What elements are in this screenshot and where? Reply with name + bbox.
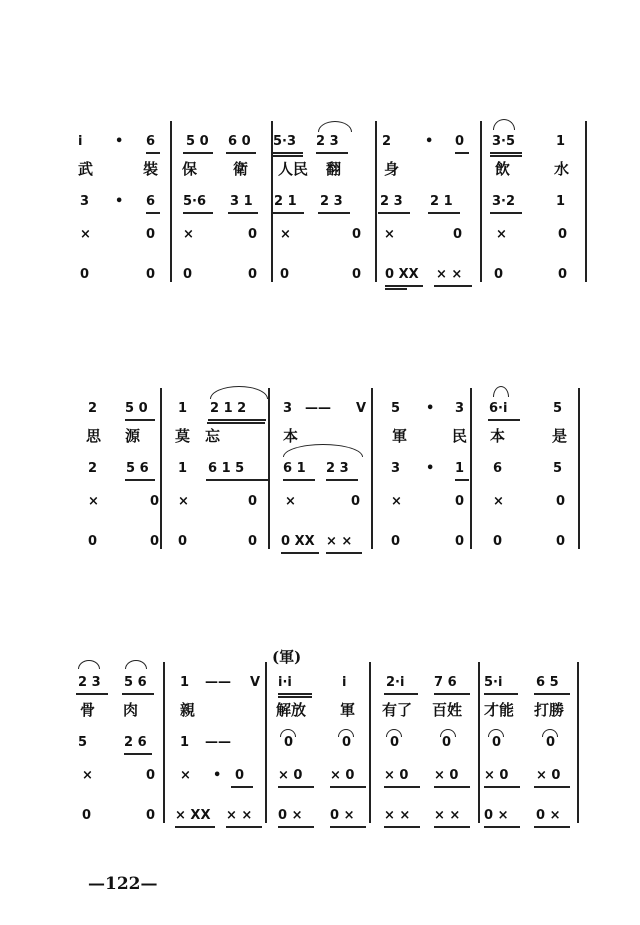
note-token: 0 × [536, 808, 561, 823]
beam-underline [330, 826, 366, 828]
beam-underline [278, 786, 314, 788]
note-token: 6 [146, 194, 156, 209]
barline [578, 388, 580, 549]
beam-underline [207, 422, 265, 424]
note-token: × [391, 494, 402, 509]
barline [585, 121, 587, 282]
note-token: × XX [175, 808, 211, 823]
note-token: × [82, 768, 93, 783]
lyric-syllable: 裝 [143, 160, 159, 178]
barline [163, 662, 165, 823]
note-token: 0 [248, 494, 258, 509]
beam-underline [183, 152, 213, 154]
note-token: 0 [493, 534, 503, 549]
note-token: 0 [146, 808, 156, 823]
lyric-syllable: 有了 [382, 701, 413, 719]
note-token: 0 [352, 267, 362, 282]
beam-underline [206, 479, 268, 481]
note-token: 0 [558, 267, 568, 282]
note-token: 5·3 [273, 134, 297, 149]
lyric-row [0, 699, 640, 721]
beam-underline [281, 552, 319, 554]
beam-underline [316, 152, 348, 154]
note-token: 3 [80, 194, 90, 209]
lyric-syllable: 飲 [495, 160, 511, 178]
note-token: 0 [546, 735, 556, 750]
note-token: 2 3 [320, 194, 343, 209]
perc-row [0, 805, 640, 827]
lyric-syllable: 才能 [484, 701, 515, 719]
perc-row [0, 491, 640, 513]
note-token: 5·6 [183, 194, 207, 209]
note-token: 0 × [330, 808, 355, 823]
note-token: 0 [391, 534, 401, 549]
barline [470, 388, 472, 549]
lyric-syllable: 翻 [326, 160, 342, 178]
beam-underline [490, 152, 522, 154]
beam-underline [484, 786, 520, 788]
lyric-syllable: 人民 [278, 160, 309, 178]
fermata-arc [488, 729, 504, 737]
beam-underline [122, 693, 154, 695]
beam-underline [273, 155, 303, 157]
note-token: 6 1 [283, 461, 306, 476]
beam-underline [384, 826, 420, 828]
lyric-syllable: 身 [384, 160, 400, 178]
note-token: 0 [150, 494, 160, 509]
beam-underline [384, 786, 420, 788]
lyric-row [0, 158, 640, 180]
note-token: × [384, 227, 395, 242]
note-token: 0 [82, 808, 92, 823]
fermata-arc [338, 729, 354, 737]
melody-row [0, 672, 640, 694]
tie-arc [493, 386, 509, 397]
note-token: × 0 [384, 768, 409, 783]
beam-underline [534, 786, 570, 788]
beam-underline [278, 826, 314, 828]
beam-underline [146, 152, 160, 154]
note-token: 5·i [484, 675, 503, 690]
beam-underline [146, 212, 160, 214]
perc-row [0, 224, 640, 246]
note-token: 5 [78, 735, 88, 750]
beam-underline [272, 212, 304, 214]
note-token: 2 3 [78, 675, 101, 690]
note-token: 2 1 [274, 194, 297, 209]
note-token: i·i [278, 675, 292, 690]
note-token: 0 [442, 735, 452, 750]
note-token: 0 [146, 227, 156, 242]
note-token: 0 [88, 534, 98, 549]
note-token: × [80, 227, 91, 242]
note-token: × [178, 494, 189, 509]
beam-underline [385, 285, 423, 287]
lyric-syllable: 保 [182, 160, 198, 178]
beam-underline [226, 826, 262, 828]
note-token: × [88, 494, 99, 509]
note-token: 1 [178, 401, 188, 416]
lyric-syllable: 親 [180, 701, 196, 719]
lyric-syllable: 武 [78, 160, 94, 178]
perc-row [0, 531, 640, 553]
note-token: 5 0 [125, 401, 148, 416]
beam-underline [231, 786, 253, 788]
note-token: —— [205, 735, 231, 750]
note-token: 2 3 [380, 194, 403, 209]
lyric-syllable: 本 [490, 427, 506, 445]
lyric-syllable: 源 [125, 427, 141, 445]
note-token: 0 [150, 534, 160, 549]
fermata-arc [78, 660, 100, 669]
beam-underline [434, 826, 470, 828]
lyric-syllable: 百姓 [432, 701, 463, 719]
note-token: 2 [382, 134, 392, 149]
lyric-syllable: 莫 [175, 427, 191, 445]
note-token: • [426, 461, 435, 476]
note-token: 6·i [489, 401, 508, 416]
note-token: 3·2 [492, 194, 516, 209]
note-token: 2 [88, 461, 98, 476]
note-token: 0 [178, 534, 188, 549]
lyric-syllable: 軍 [392, 427, 408, 445]
beam-underline [385, 288, 407, 290]
beam-underline [175, 826, 215, 828]
note-token: 1 [178, 461, 188, 476]
note-token: 3 1 [230, 194, 253, 209]
note-token: • [426, 401, 435, 416]
note-token: × × [434, 808, 461, 823]
beam-underline [76, 693, 108, 695]
note-token: 7 6 [434, 675, 457, 690]
note-token: × × [384, 808, 411, 823]
note-token: —— [305, 401, 331, 416]
beam-underline [326, 479, 358, 481]
fermata-arc [386, 729, 402, 737]
note-token: 0 [248, 227, 258, 242]
note-token: • [115, 194, 124, 209]
beam-underline [484, 826, 520, 828]
barline [268, 388, 270, 549]
melody-row [0, 398, 640, 420]
beam-underline [226, 152, 256, 154]
beam-underline [434, 693, 470, 695]
lyric-syllable: 水 [554, 160, 570, 178]
note-token: 0 [80, 267, 90, 282]
beam-underline [434, 285, 472, 287]
beam-underline [378, 212, 410, 214]
note-token: 0 [280, 267, 290, 282]
note-token: 0 [455, 494, 465, 509]
note-token: —— [205, 675, 231, 690]
beam-underline [273, 152, 303, 154]
beam-underline [278, 696, 312, 698]
lyric-syllable: 是 [552, 427, 568, 445]
note-token: × 0 [536, 768, 561, 783]
note-token: 5 [553, 461, 563, 476]
note-token: V [356, 401, 367, 416]
note-token: • [213, 768, 222, 783]
fermata-arc [440, 729, 456, 737]
beam-underline [125, 419, 155, 421]
note-token: 5 6 [124, 675, 147, 690]
note-token: 0 [248, 267, 258, 282]
note-token: i [78, 134, 83, 149]
beam-underline [125, 479, 155, 481]
barline [478, 662, 480, 823]
note-token: 6 1 5 [208, 461, 245, 476]
note-token: 0 [494, 267, 504, 282]
lyric-syllable: 本 [283, 427, 299, 445]
note-token: • [115, 134, 124, 149]
barline [160, 388, 162, 549]
note-token: 3·5 [492, 134, 516, 149]
note-token: 0 [556, 494, 566, 509]
note-token: 0 [352, 227, 362, 242]
beam-underline [318, 212, 350, 214]
note-token: V [250, 675, 261, 690]
note-token: 0 XX [281, 534, 315, 549]
note-token: 6 5 [536, 675, 559, 690]
barline [480, 121, 482, 282]
note-token: 0 [492, 735, 502, 750]
note-token: 6 [146, 134, 156, 149]
beam-underline [278, 693, 312, 695]
note-token: 2 6 [124, 735, 147, 750]
note-token: × × [326, 534, 353, 549]
note-token: × [183, 227, 194, 242]
note-token: 0 [453, 227, 463, 242]
note-token: × [493, 494, 504, 509]
beam-underline [428, 212, 460, 214]
note-token: × × [226, 808, 253, 823]
beam-underline [490, 212, 522, 214]
fermata-arc [125, 660, 147, 669]
note-token: 0 × [278, 808, 303, 823]
note-token: 2 1 [430, 194, 453, 209]
beam-underline [434, 786, 470, 788]
note-token: × 0 [434, 768, 459, 783]
note-token: × × [436, 267, 463, 282]
lyric-syllable: 民 [452, 427, 468, 445]
beam-underline [326, 552, 362, 554]
note-token: 2 [88, 401, 98, 416]
note-token: × [180, 768, 191, 783]
note-token: 2 3 [316, 134, 339, 149]
note-token: 5 [391, 401, 401, 416]
note-token: 1 [556, 134, 566, 149]
barline [371, 388, 373, 549]
note-token: 2·i [386, 675, 405, 690]
lyric-syllable: 骨 [80, 701, 96, 719]
note-token: 0 [146, 768, 156, 783]
beam-underline [183, 212, 213, 214]
note-token: 6 [493, 461, 503, 476]
beam-underline [228, 212, 258, 214]
tie-arc [493, 119, 515, 130]
note-token: 0 XX [385, 267, 419, 282]
note-token: 0 [342, 735, 352, 750]
note-token: 0 [455, 534, 465, 549]
note-token: 1 [455, 461, 465, 476]
note-token: × [280, 227, 291, 242]
note-token: 0 [351, 494, 361, 509]
note-token: × 0 [330, 768, 355, 783]
note-token: 6 0 [228, 134, 251, 149]
note-token: × 0 [278, 768, 303, 783]
perc-row [0, 264, 640, 286]
note-token: 5 0 [186, 134, 209, 149]
note-token: 0 [390, 735, 400, 750]
note-token: 3 [283, 401, 293, 416]
note-token: × [496, 227, 507, 242]
note-token: 1 [180, 675, 190, 690]
barline [375, 121, 377, 282]
beam-underline [208, 419, 266, 421]
note-token: 0 [455, 134, 465, 149]
lyric-syllable: 思 [86, 427, 102, 445]
acc-row [0, 458, 640, 480]
note-token: 5 6 [126, 461, 149, 476]
beam-underline [488, 419, 520, 421]
melody-row [0, 131, 640, 153]
perc-row [0, 765, 640, 787]
barline [170, 121, 172, 282]
beam-underline [124, 753, 152, 755]
note-token: 0 [235, 768, 245, 783]
note-token: 1 [180, 735, 190, 750]
note-token: 0 × [484, 808, 509, 823]
beam-underline [490, 155, 522, 157]
note-token: 1 [556, 194, 566, 209]
beam-underline [534, 826, 570, 828]
note-token: 0 [146, 267, 156, 282]
note-token: • [425, 134, 434, 149]
fermata-arc [280, 729, 296, 737]
beam-underline [455, 152, 469, 154]
beam-underline [384, 693, 418, 695]
fermata-arc [542, 729, 558, 737]
barline [369, 662, 371, 823]
note-token: 5 [553, 401, 563, 416]
tie-arc [210, 386, 268, 399]
note-token: 2 3 [326, 461, 349, 476]
lyric-syllable: 忘 [205, 427, 221, 445]
note-token: 2 1 2 [210, 401, 247, 416]
page-number: —122— [88, 874, 158, 894]
beam-underline [283, 479, 315, 481]
barline [271, 121, 273, 282]
note-token: i [342, 675, 347, 690]
note-token: 3 [455, 401, 465, 416]
note-token: × [285, 494, 296, 509]
beam-underline [455, 479, 469, 481]
note-token: 0 [248, 534, 258, 549]
lyric-syllable: 肉 [123, 701, 139, 719]
beam-underline [330, 786, 366, 788]
note-token: 0 [183, 267, 193, 282]
section-annotation: (軍) [272, 648, 302, 666]
lyric-syllable: 衛 [233, 160, 249, 178]
barline [265, 662, 267, 823]
barline [577, 662, 579, 823]
acc-row [0, 191, 640, 213]
lyric-syllable: 解放 [276, 701, 307, 719]
note-token: × 0 [484, 768, 509, 783]
beam-underline [484, 693, 518, 695]
tie-arc [318, 121, 352, 132]
note-token: 0 [558, 227, 568, 242]
note-token: 0 [284, 735, 294, 750]
lyric-syllable: 軍 [340, 701, 356, 719]
lyric-syllable: 打勝 [534, 701, 565, 719]
note-token: 3 [391, 461, 401, 476]
note-token: 0 [556, 534, 566, 549]
beam-underline [534, 693, 570, 695]
